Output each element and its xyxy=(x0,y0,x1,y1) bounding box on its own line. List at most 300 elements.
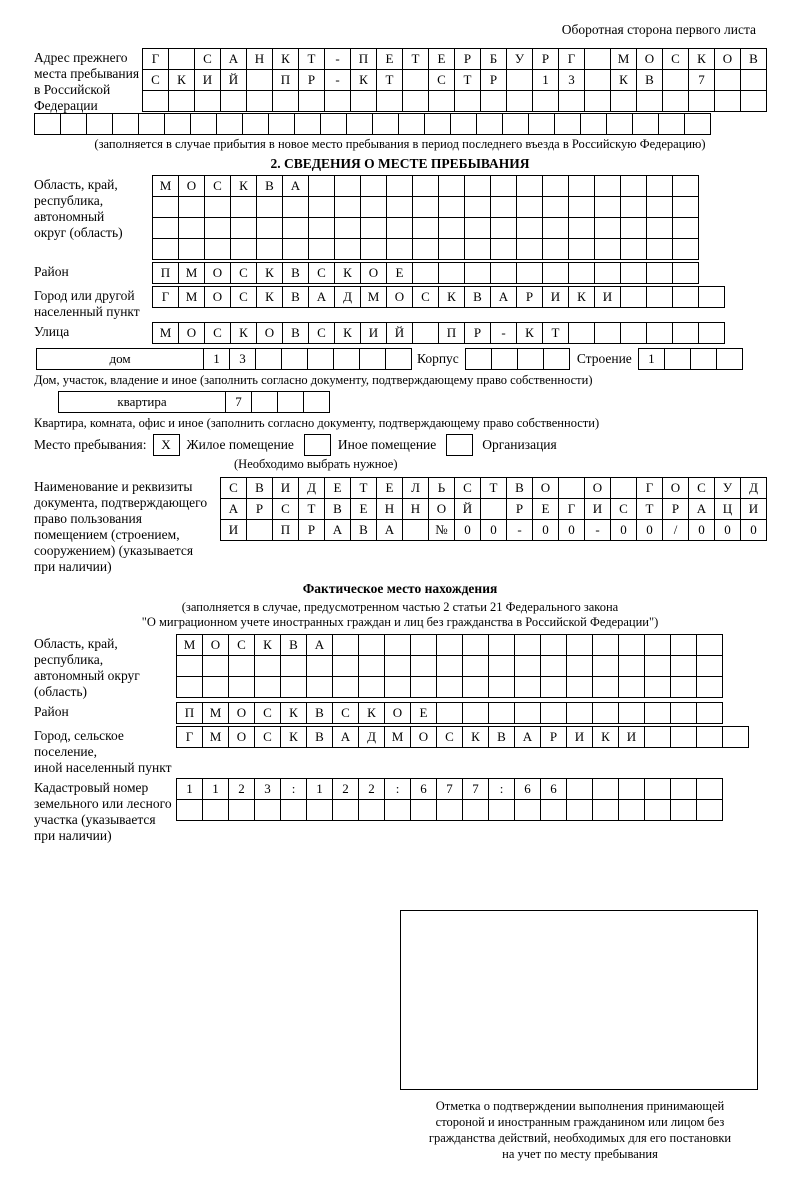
cell[interactable] xyxy=(566,676,593,698)
cell[interactable]: Е xyxy=(350,498,377,520)
cell[interactable]: 3 xyxy=(558,69,585,91)
cell[interactable] xyxy=(480,498,507,520)
cell[interactable] xyxy=(672,262,699,284)
cell[interactable]: О xyxy=(228,726,255,748)
cell[interactable]: П xyxy=(350,48,377,70)
cell[interactable]: В xyxy=(324,498,351,520)
cell[interactable]: Т xyxy=(298,498,325,520)
cell[interactable]: Й xyxy=(220,69,247,91)
cell[interactable] xyxy=(672,175,699,197)
cell[interactable]: - xyxy=(490,322,517,344)
cell[interactable] xyxy=(672,196,699,218)
cell[interactable]: Б xyxy=(480,48,507,70)
cell[interactable]: О xyxy=(532,477,559,499)
cell[interactable]: Т xyxy=(402,48,429,70)
cell[interactable] xyxy=(568,322,595,344)
cell[interactable]: В xyxy=(506,477,533,499)
cell[interactable]: 0 xyxy=(558,519,585,541)
cell[interactable] xyxy=(255,348,282,370)
cell[interactable] xyxy=(360,175,387,197)
cell[interactable] xyxy=(384,634,411,656)
cell[interactable] xyxy=(384,799,411,821)
cell[interactable]: С xyxy=(454,477,481,499)
cell[interactable]: Т xyxy=(454,69,481,91)
cell[interactable] xyxy=(204,196,231,218)
cell[interactable]: С xyxy=(230,286,257,308)
cell[interactable] xyxy=(464,262,491,284)
cell[interactable]: К xyxy=(254,634,281,656)
cell[interactable]: П xyxy=(272,519,299,541)
cell[interactable]: 7 xyxy=(436,778,463,800)
cell[interactable] xyxy=(454,90,481,112)
cell[interactable] xyxy=(516,217,543,239)
cell[interactable] xyxy=(428,90,455,112)
cell[interactable] xyxy=(488,702,515,724)
cell[interactable] xyxy=(202,676,229,698)
cell[interactable] xyxy=(254,799,281,821)
cell[interactable]: О xyxy=(584,477,611,499)
cell[interactable]: О xyxy=(228,702,255,724)
cell[interactable] xyxy=(308,196,335,218)
cell[interactable] xyxy=(670,799,697,821)
cell[interactable]: 2 xyxy=(358,778,385,800)
cell[interactable]: С xyxy=(220,477,247,499)
cell[interactable] xyxy=(230,238,257,260)
cell[interactable] xyxy=(740,90,767,112)
cell[interactable]: П xyxy=(272,69,299,91)
cell[interactable] xyxy=(152,196,179,218)
cell[interactable]: 0 xyxy=(636,519,663,541)
cell[interactable] xyxy=(568,196,595,218)
cell[interactable] xyxy=(194,90,221,112)
cell[interactable]: 2 xyxy=(228,778,255,800)
cell[interactable] xyxy=(568,238,595,260)
cell[interactable] xyxy=(618,702,645,724)
stay-place-checkbox-organization[interactable] xyxy=(446,434,473,456)
cell[interactable]: М xyxy=(178,262,205,284)
cell[interactable] xyxy=(592,702,619,724)
cell[interactable]: А xyxy=(490,286,517,308)
cell[interactable] xyxy=(358,634,385,656)
cell[interactable]: О xyxy=(178,322,205,344)
cell[interactable]: А xyxy=(308,286,335,308)
cell[interactable]: В xyxy=(740,48,767,70)
cell[interactable] xyxy=(688,90,715,112)
cell[interactable] xyxy=(670,655,697,677)
cell[interactable]: Д xyxy=(358,726,385,748)
cell[interactable] xyxy=(306,676,333,698)
cell[interactable] xyxy=(618,655,645,677)
cell[interactable]: Р xyxy=(532,48,559,70)
cell[interactable]: Г xyxy=(558,48,585,70)
cell[interactable] xyxy=(646,286,673,308)
cell[interactable] xyxy=(698,322,725,344)
cell[interactable] xyxy=(272,90,299,112)
cell[interactable]: С xyxy=(308,262,335,284)
cell[interactable]: : xyxy=(488,778,515,800)
cell[interactable]: О xyxy=(636,48,663,70)
cell[interactable] xyxy=(386,196,413,218)
cell[interactable]: 7 xyxy=(225,391,252,413)
cell[interactable] xyxy=(566,655,593,677)
cell[interactable]: Т xyxy=(376,69,403,91)
cell[interactable] xyxy=(350,90,377,112)
cell[interactable] xyxy=(324,90,351,112)
cell[interactable] xyxy=(644,726,671,748)
cell[interactable]: М xyxy=(176,634,203,656)
cell[interactable] xyxy=(152,238,179,260)
cell[interactable]: К xyxy=(230,322,257,344)
cell[interactable] xyxy=(514,655,541,677)
cell[interactable]: С xyxy=(204,175,231,197)
cell[interactable] xyxy=(516,175,543,197)
cell[interactable]: А xyxy=(324,519,351,541)
cell[interactable]: 1 xyxy=(532,69,559,91)
cell[interactable] xyxy=(488,634,515,656)
cell[interactable] xyxy=(580,113,607,135)
cell[interactable] xyxy=(464,175,491,197)
cell[interactable] xyxy=(306,799,333,821)
cell[interactable] xyxy=(644,655,671,677)
cell[interactable]: С xyxy=(194,48,221,70)
cell[interactable] xyxy=(204,238,231,260)
cell[interactable]: Р xyxy=(298,69,325,91)
cell[interactable] xyxy=(610,477,637,499)
cell[interactable] xyxy=(462,799,489,821)
cell[interactable]: А xyxy=(282,175,309,197)
cell[interactable] xyxy=(594,238,621,260)
cell[interactable]: П xyxy=(152,262,179,284)
cell[interactable] xyxy=(696,634,723,656)
cell[interactable]: С xyxy=(332,702,359,724)
cell[interactable] xyxy=(517,348,544,370)
cell[interactable]: Д xyxy=(740,477,767,499)
cell[interactable] xyxy=(358,799,385,821)
cell[interactable] xyxy=(256,217,283,239)
cell[interactable] xyxy=(646,217,673,239)
cell[interactable]: Р xyxy=(506,498,533,520)
cell[interactable] xyxy=(142,90,169,112)
cell[interactable] xyxy=(620,196,647,218)
cell[interactable]: 1 xyxy=(202,778,229,800)
cell[interactable] xyxy=(540,702,567,724)
cell[interactable] xyxy=(254,655,281,677)
cell[interactable] xyxy=(384,676,411,698)
cell[interactable] xyxy=(716,348,743,370)
cell[interactable] xyxy=(542,175,569,197)
cell[interactable] xyxy=(658,113,685,135)
cell[interactable] xyxy=(620,262,647,284)
cell[interactable]: С xyxy=(688,477,715,499)
cell[interactable]: К xyxy=(280,702,307,724)
cell[interactable]: С xyxy=(662,48,689,70)
cell[interactable]: О xyxy=(384,702,411,724)
cell[interactable]: 1 xyxy=(638,348,665,370)
cell[interactable]: Е xyxy=(324,477,351,499)
cell[interactable] xyxy=(282,196,309,218)
cell[interactable]: 0 xyxy=(532,519,559,541)
cell[interactable] xyxy=(216,113,243,135)
cell[interactable] xyxy=(178,238,205,260)
cell[interactable]: А xyxy=(220,48,247,70)
cell[interactable]: Е xyxy=(386,262,413,284)
cell[interactable]: 0 xyxy=(480,519,507,541)
cell[interactable]: Т xyxy=(542,322,569,344)
cell[interactable] xyxy=(220,90,247,112)
cell[interactable]: Г xyxy=(558,498,585,520)
cell[interactable]: И xyxy=(360,322,387,344)
cell[interactable] xyxy=(620,286,647,308)
cell[interactable]: 3 xyxy=(254,778,281,800)
cell[interactable] xyxy=(402,519,429,541)
cell[interactable] xyxy=(334,196,361,218)
cell[interactable] xyxy=(308,175,335,197)
cell[interactable] xyxy=(543,348,570,370)
cell[interactable]: 0 xyxy=(714,519,741,541)
cell[interactable]: К xyxy=(168,69,195,91)
cell[interactable] xyxy=(490,175,517,197)
cell[interactable] xyxy=(690,348,717,370)
cell[interactable]: С xyxy=(142,69,169,91)
cell[interactable]: В xyxy=(282,322,309,344)
cell[interactable]: / xyxy=(662,519,689,541)
cell[interactable] xyxy=(646,262,673,284)
cell[interactable] xyxy=(476,113,503,135)
cell[interactable]: М xyxy=(152,322,179,344)
cell[interactable]: В xyxy=(488,726,515,748)
cell[interactable] xyxy=(670,676,697,698)
cell[interactable] xyxy=(670,778,697,800)
cell[interactable]: К xyxy=(610,69,637,91)
cell[interactable]: Р xyxy=(480,69,507,91)
cell[interactable] xyxy=(488,799,515,821)
cell[interactable] xyxy=(592,676,619,698)
cell[interactable] xyxy=(464,196,491,218)
cell[interactable] xyxy=(594,175,621,197)
cell[interactable]: Ь xyxy=(428,477,455,499)
cell[interactable]: М xyxy=(384,726,411,748)
cell[interactable]: 2 xyxy=(332,778,359,800)
cell[interactable]: : xyxy=(384,778,411,800)
cell[interactable] xyxy=(566,778,593,800)
cell[interactable] xyxy=(464,217,491,239)
cell[interactable]: Й xyxy=(454,498,481,520)
cell[interactable] xyxy=(346,113,373,135)
cell[interactable] xyxy=(280,655,307,677)
cell[interactable] xyxy=(402,90,429,112)
cell[interactable] xyxy=(490,217,517,239)
cell[interactable]: Е xyxy=(410,702,437,724)
cell[interactable] xyxy=(506,69,533,91)
cell[interactable] xyxy=(204,217,231,239)
cell[interactable] xyxy=(176,655,203,677)
cell[interactable] xyxy=(254,676,281,698)
cell[interactable]: Ц xyxy=(714,498,741,520)
cell[interactable]: К xyxy=(462,726,489,748)
cell[interactable]: И xyxy=(740,498,767,520)
cell[interactable]: 0 xyxy=(454,519,481,541)
cell[interactable]: Е xyxy=(376,48,403,70)
cell[interactable]: В xyxy=(282,262,309,284)
cell[interactable]: П xyxy=(176,702,203,724)
cell[interactable]: В xyxy=(246,477,273,499)
cell[interactable]: О xyxy=(386,286,413,308)
cell[interactable] xyxy=(282,238,309,260)
cell[interactable] xyxy=(332,655,359,677)
cell[interactable]: 1 xyxy=(176,778,203,800)
cell[interactable] xyxy=(740,69,767,91)
cell[interactable]: К xyxy=(256,262,283,284)
cell[interactable] xyxy=(333,348,360,370)
cell[interactable]: 6 xyxy=(410,778,437,800)
cell[interactable] xyxy=(514,799,541,821)
cell[interactable] xyxy=(308,217,335,239)
cell[interactable] xyxy=(438,262,465,284)
cell[interactable] xyxy=(332,634,359,656)
cell[interactable]: - xyxy=(324,48,351,70)
cell[interactable] xyxy=(436,799,463,821)
cell[interactable]: М xyxy=(152,175,179,197)
cell[interactable] xyxy=(618,778,645,800)
cell[interactable] xyxy=(696,726,723,748)
cell[interactable]: 7 xyxy=(688,69,715,91)
cell[interactable]: Р xyxy=(540,726,567,748)
cell[interactable]: О xyxy=(204,262,231,284)
cell[interactable] xyxy=(462,634,489,656)
cell[interactable] xyxy=(662,90,689,112)
cell[interactable]: К xyxy=(334,262,361,284)
cell[interactable] xyxy=(506,90,533,112)
cell[interactable] xyxy=(164,113,191,135)
cell[interactable]: 0 xyxy=(740,519,767,541)
cell[interactable]: О xyxy=(410,726,437,748)
cell[interactable] xyxy=(568,217,595,239)
cell[interactable] xyxy=(670,634,697,656)
cell[interactable] xyxy=(670,702,697,724)
cell[interactable] xyxy=(618,634,645,656)
cell[interactable] xyxy=(592,778,619,800)
cell[interactable] xyxy=(360,196,387,218)
cell[interactable] xyxy=(566,634,593,656)
cell[interactable]: У xyxy=(714,477,741,499)
cell[interactable] xyxy=(662,69,689,91)
cell[interactable] xyxy=(672,322,699,344)
cell[interactable]: Е xyxy=(428,48,455,70)
cell[interactable]: С xyxy=(228,634,255,656)
cell[interactable] xyxy=(384,655,411,677)
cell[interactable] xyxy=(672,238,699,260)
cell[interactable] xyxy=(307,348,334,370)
cell[interactable]: И xyxy=(272,477,299,499)
cell[interactable]: К xyxy=(358,702,385,724)
cell[interactable] xyxy=(376,90,403,112)
cell[interactable]: О xyxy=(178,175,205,197)
cell[interactable] xyxy=(532,90,559,112)
cell[interactable] xyxy=(540,655,567,677)
cell[interactable] xyxy=(696,702,723,724)
cell[interactable]: Н xyxy=(246,48,273,70)
cell[interactable] xyxy=(320,113,347,135)
cell[interactable]: О xyxy=(714,48,741,70)
cell[interactable]: Н xyxy=(376,498,403,520)
cell[interactable] xyxy=(558,477,585,499)
cell[interactable] xyxy=(684,113,711,135)
cell[interactable]: И xyxy=(542,286,569,308)
cell[interactable]: - xyxy=(584,519,611,541)
cell[interactable] xyxy=(332,676,359,698)
cell[interactable]: 0 xyxy=(610,519,637,541)
cell[interactable]: В xyxy=(280,634,307,656)
cell[interactable]: Л xyxy=(402,477,429,499)
cell[interactable]: В xyxy=(350,519,377,541)
cell[interactable] xyxy=(438,175,465,197)
cell[interactable] xyxy=(438,217,465,239)
cell[interactable] xyxy=(251,391,278,413)
cell[interactable] xyxy=(644,702,671,724)
cell[interactable] xyxy=(672,217,699,239)
cell[interactable]: : xyxy=(280,778,307,800)
cell[interactable] xyxy=(176,676,203,698)
cell[interactable] xyxy=(644,634,671,656)
cell[interactable] xyxy=(303,391,330,413)
cell[interactable] xyxy=(402,69,429,91)
cell[interactable] xyxy=(358,655,385,677)
cell[interactable]: С xyxy=(230,262,257,284)
cell[interactable]: А xyxy=(306,634,333,656)
cell[interactable]: Р xyxy=(516,286,543,308)
cell[interactable] xyxy=(632,113,659,135)
cell[interactable]: Г xyxy=(152,286,179,308)
cell[interactable] xyxy=(620,175,647,197)
cell[interactable] xyxy=(594,322,621,344)
cell[interactable] xyxy=(436,655,463,677)
cell[interactable]: И xyxy=(220,519,247,541)
cell[interactable] xyxy=(358,676,385,698)
cell[interactable] xyxy=(592,799,619,821)
cell[interactable] xyxy=(542,238,569,260)
cell[interactable] xyxy=(332,799,359,821)
cell[interactable] xyxy=(298,90,325,112)
cell[interactable] xyxy=(246,90,273,112)
cell[interactable] xyxy=(436,634,463,656)
cell[interactable] xyxy=(594,217,621,239)
cell[interactable] xyxy=(138,113,165,135)
cell[interactable] xyxy=(568,262,595,284)
cell[interactable]: Т xyxy=(298,48,325,70)
cell[interactable]: Н xyxy=(402,498,429,520)
cell[interactable] xyxy=(606,113,633,135)
cell[interactable] xyxy=(592,634,619,656)
cell[interactable]: С xyxy=(204,322,231,344)
cell[interactable] xyxy=(438,238,465,260)
cell[interactable] xyxy=(620,322,647,344)
cell[interactable]: С xyxy=(428,69,455,91)
cell[interactable] xyxy=(542,196,569,218)
cell[interactable]: А xyxy=(688,498,715,520)
cell[interactable] xyxy=(277,391,304,413)
cell[interactable] xyxy=(584,48,611,70)
cell[interactable] xyxy=(696,778,723,800)
cell[interactable]: Д xyxy=(334,286,361,308)
cell[interactable]: И xyxy=(594,286,621,308)
cell[interactable]: Р xyxy=(246,498,273,520)
cell[interactable]: А xyxy=(220,498,247,520)
cell[interactable] xyxy=(610,90,637,112)
cell[interactable]: С xyxy=(272,498,299,520)
cell[interactable] xyxy=(294,113,321,135)
cell[interactable] xyxy=(242,113,269,135)
cell[interactable] xyxy=(644,676,671,698)
